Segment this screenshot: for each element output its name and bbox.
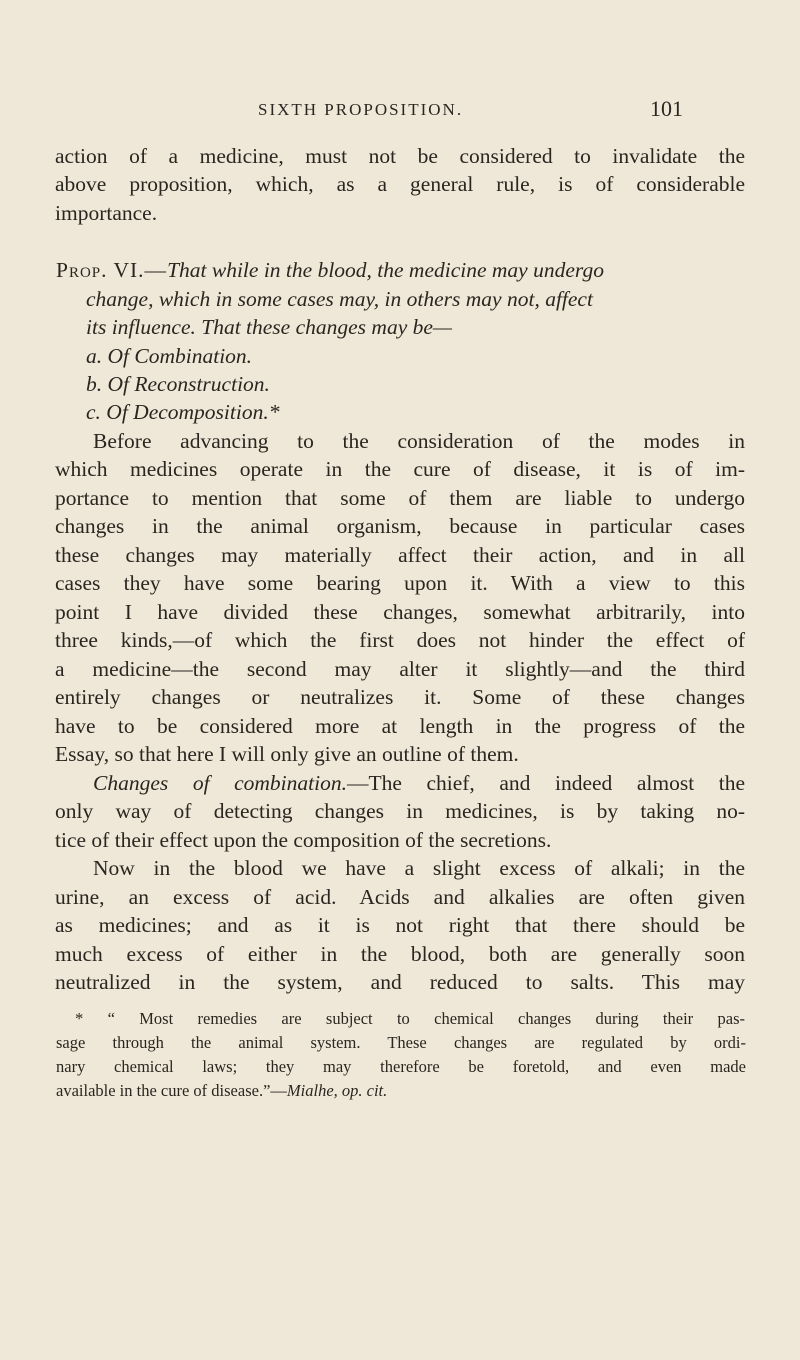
text-line: these changes may materially affect their action, and in all [55, 543, 745, 567]
text-line: only way of detecting changes in medicines, is by taking no- [55, 799, 745, 823]
text-line: neutralized in the system, and reduced to salts. This may [55, 970, 745, 994]
proposition-item [86, 370, 746, 398]
proposition-line [86, 313, 746, 341]
text-line: point I have divided these changes, somewhat arbitrarily, into [55, 600, 745, 624]
item-text: c. Of Decomposition.* [86, 400, 280, 424]
item-text: b. Of Reconstruction. [86, 372, 270, 396]
text-line: as medicines; and as it is not right that there should be [55, 913, 745, 937]
text-line: above proposition, which, as a general rule, is of considerable [55, 172, 745, 196]
item-text: a. Of Combination. [86, 344, 253, 368]
text-line: Before advancing to the consideration of the modes in [93, 429, 745, 453]
proposition-item [86, 398, 746, 426]
section-line [93, 769, 745, 797]
footnote-line: nary chemical laws; they may therefore be foretold, and even made [56, 1057, 746, 1076]
text-line: three kinds,—of which the first does not hinder the effect of [55, 628, 745, 652]
proposition-item [86, 342, 746, 370]
text-line: have to be considered more at length in the progress of the [55, 714, 745, 738]
text-run: —The chief, and indeed almost the [346, 771, 745, 795]
text-line: which medicines operate in the cure of disease, it is of im- [55, 457, 745, 481]
text-line: much excess of either in the blood, both are generally soon [55, 942, 745, 966]
text-line: Essay, so that here I will only give an outline of them. [55, 742, 519, 766]
text-line: a medicine—the second may alter it slightly—and the third [55, 657, 745, 681]
text-line: portance to mention that some of them are liable to undergo [55, 486, 745, 510]
running-title: SIXTH PROPOSITION. [258, 100, 464, 119]
proposition-label: Prop. VI.— [56, 258, 168, 282]
text-line: changes in the animal organism, because in particular cases [55, 514, 745, 538]
proposition-line [86, 285, 746, 313]
page-number: 101 [650, 96, 683, 121]
footnote-line [56, 1080, 746, 1102]
text-line: Now in the blood we have a slight excess of alkali; in the [93, 856, 745, 880]
text-line: action of a medicine, must not be considered to invalidate the [55, 144, 745, 168]
footnote-line: sage through the animal system. These changes are regulated by ordi- [56, 1033, 746, 1052]
footnote-line: * “ Most remedies are subject to chemical changes during their pas- [75, 1009, 745, 1028]
text-line: importance. [55, 201, 158, 225]
text-line: cases they have some bearing upon it. With a view to this [55, 571, 745, 595]
proposition-text: change, which in some cases may, in others may not, affect [86, 287, 593, 311]
text-line: tice of their effect upon the composition of the secretions. [55, 828, 552, 852]
footnote-text: available in the cure of disease.”— [56, 1081, 287, 1100]
text-line: entirely changes or neutralizes it. Some of these changes [55, 685, 745, 709]
proposition-heading [56, 256, 746, 284]
proposition-text: its influence. That these changes may be— [86, 315, 453, 339]
text-line: urine, an excess of acid. Acids and alkalies are often given [55, 885, 745, 909]
footnote-citation: Mialhe, op. cit. [286, 1081, 388, 1100]
proposition-text: That while in the blood, the medicine may undergo [167, 258, 604, 282]
section-heading: Changes of combination. [93, 771, 347, 795]
running-head [0, 96, 800, 126]
